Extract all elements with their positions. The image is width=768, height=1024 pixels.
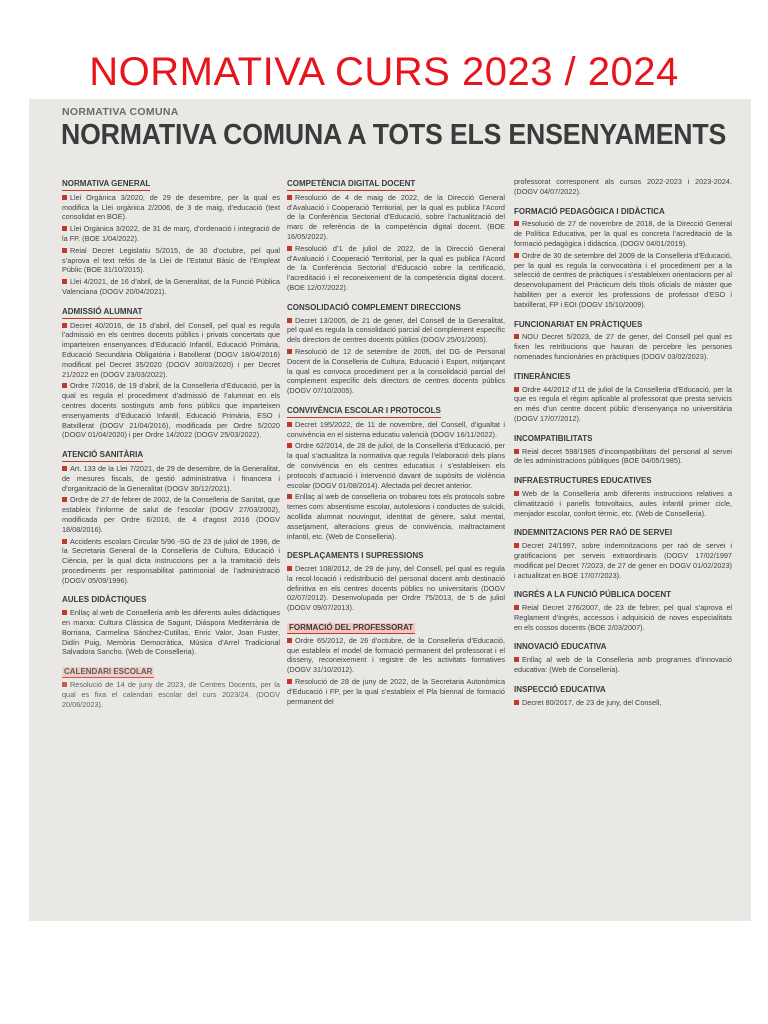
- bullet-icon: [514, 449, 519, 454]
- section-title: FORMACIÓ DEL PROFESSORAT: [289, 623, 414, 633]
- bullet-icon: [62, 539, 67, 544]
- bullet-icon: [62, 226, 67, 231]
- text-column-3: [514, 177, 732, 717]
- section-title: CONVIVÈNCIA ESCOLAR I PROTOCOLS: [287, 406, 441, 418]
- bullet-icon: [287, 246, 292, 251]
- bullet-icon: [62, 279, 67, 284]
- normative-section: [287, 623, 505, 706]
- normative-entry: [514, 219, 732, 248]
- normative-section: [514, 685, 732, 708]
- entry-text: Ordre de 30 de setembre del 2009 de la Conselleria d’Educació, per la qual es regula la convocatòria i el procediment per a la selecció de centres de pràctiques i s’estableixen orientacions per al desenvolupament del Pràcticum dels títols oficials de màster que habiliten per a exercir les professions de professor d’ESO i batxillerat, FP i EOI (DOGV 15/10/2009).: [514, 250, 732, 309]
- document-photo: [29, 99, 751, 921]
- bullet-icon: [287, 494, 292, 499]
- bullet-icon: [514, 387, 519, 392]
- bullet-icon: [62, 248, 67, 253]
- normative-entry: [514, 698, 732, 708]
- entry-text: Decret 195/2022, de 11 de novembre, del Consell, d’igualtat i convivència en el sistema educatiu valencià (DOGV 16/11/2022).: [287, 419, 505, 439]
- entry-text: Decret 40/2016, de 15 d’abril, del Consell, pel qual es regula l’admissió en els centres docents públics i privats concertats que imparteixen ensenyances d’Educació Infantil, Educació Primària, Educació Secundària Obligatòria i Batxillerat (DOGV 18/04/2016) modificat pel Decret 35/2020 (DOGV 30/03/2020) i per Decret 21/2022 en (DOGV 23/03/2022).: [62, 320, 280, 379]
- section-title: ITINERÀNCIES: [514, 371, 571, 381]
- normative-section: [287, 179, 505, 293]
- text-column-1: [62, 179, 280, 719]
- normative-entry: [514, 447, 732, 467]
- section-title: INFRAESTRUCTURES EDUCATIVES: [514, 476, 652, 486]
- normative-section: [62, 179, 280, 297]
- section-title: FUNCIONARIAT EN PRÀCTIQUES: [514, 319, 643, 329]
- entry-text: Decret 24/1997, sobre indemnitzacions per raó de servei i gratificacions per serveis extraordinaris (DOGV 17/02/1997 modificat pel Decret 7/2023, de 27 de gener en DOGV 01/02/2023) i actualitzat en BOE 17/07/2023).: [514, 541, 732, 580]
- section-title: INDEMNITZACIONS PER RAÓ DE SERVEI: [514, 528, 673, 538]
- entry-text: Reial Decret 276/2007, de 23 de febrer, pel qual s’aprova el Reglament d’ingrés, accessos i adquisició de noves especialitats en els cossos docents (BOE 2/03/2007).: [514, 603, 732, 632]
- normative-section: [514, 642, 732, 674]
- normative-entry: [62, 680, 280, 709]
- entry-text: Reial Decret Legislatiu 5/2015, de 30 d’octubre, pel qual s’aprova el text refós de la Llei de l’Estatut Bàsic de l’Empleat Públic (BOE 31/10/2015).: [62, 245, 280, 275]
- bullet-icon: [514, 221, 519, 226]
- normative-section: [514, 590, 732, 632]
- normative-section: [514, 528, 732, 580]
- normative-entry: [287, 636, 505, 675]
- section-title: DESPLAÇAMENTS I SUPRESSIONS: [287, 551, 424, 561]
- section-title: COMPETÈNCIA DIGITAL DOCENT: [287, 179, 415, 191]
- entry-text: Ordre 7/2016, de 19 d’abril, de la Conselleria d’Educació, per la qual es regula el procediment d’admissió de l’alumnat en els centres docents sostinguts amb fons públics que imparteixen ensenyaments d’Educació Infantil, Educació Primària, ESO i Batxillerat (DOGV 21/04/2016), modificada per Ordre 5/2020 (DOGV 01/04/2020) i per Ordre 14/2022 (DOGV 25/03/2022).: [62, 381, 280, 440]
- normative-entry: [287, 347, 505, 396]
- bullet-icon: [62, 466, 67, 471]
- normative-section: [62, 595, 280, 657]
- normative-entry: [62, 224, 280, 244]
- bullet-icon: [287, 318, 292, 323]
- bullet-icon: [514, 491, 519, 496]
- normative-entry: [62, 381, 280, 440]
- bullet-icon: [287, 566, 292, 571]
- bullet-icon: [287, 443, 292, 448]
- section-title: INSPECCIÓ EDUCATIVA: [514, 684, 606, 694]
- normative-entry: [287, 193, 505, 242]
- normative-entry: [287, 244, 505, 293]
- normative-entry: [514, 541, 732, 580]
- entry-text: Ordre de 27 de febrer de 2002, de la Conselleria de Sanitat, que estableix l’informe de salut de l’escolar (DOGV 27/03/2002), modificada per Ordre 6/2016, de 4 d’agost 2016 (DOGV 18/08/2016).: [62, 495, 280, 534]
- entry-text: Enllaç al web de la Conselleria amb programes d’innovació educativa: (Web de Conselleria).: [514, 655, 732, 675]
- normative-entry: [514, 603, 732, 632]
- bullet-icon: [514, 334, 519, 339]
- normative-section: [514, 434, 732, 466]
- section-title: NORMATIVA GENERAL: [62, 179, 150, 191]
- normative-entry: [62, 537, 280, 586]
- entry-text: Resolució de 12 de setembre de 2005, del DG de Personal Docent de la Conselleria de Cultura, Educació i Esport, mitjançant la qual es convoca procediment per a la consolidació parcial del complement específic dels directors de centres docents públics (DOGV 07/10/2005).: [287, 346, 505, 396]
- normative-section: [287, 551, 505, 613]
- entry-text: Enllaç al web de conselleria on trobareu tots els protocols sobre temes com: absentisme escolar, autolesions i conductes de suïcidi, acollida alumnat nouvingut, identitat de gènere, salut mental, assetjament, alteracions greus de convivència, maltractament infantil, etc. (Web de Conselleria).: [287, 492, 505, 541]
- entry-text: Resolució de 27 de novembre de 2018, de la Direcció General de Política Educativa, per la qual es concreta l’acreditació de la formació pedagògica i didàctica. (DOGV 04/01/2019).: [514, 219, 732, 248]
- entry-text: Decret 13/2005, de 21 de gener, del Consell de la Generalitat, pel qual es regula la consolidació parcial del complement específic dels directors de centres docents públics (DOGV 25/01/2005).: [287, 315, 505, 345]
- normative-entry: [287, 677, 505, 706]
- entry-text: Ordre 62/2014, de 28 de juliol, de la Conselleria d’Educació, per la qual s’actualitza la normativa que regula l’elaboració dels plans de convivència en els centres educatius i s’estableixen els protocols d’actuació i intervenció davant de supòsits de violència escolar (DOGV 01/08/2014). Afectada pel decret anterior.: [287, 441, 505, 490]
- entry-text: Resolució de 14 de juny de 2023, de Centres Docents, per la qual es fixa el calendari escolar del curs 2023/24. (DOGV 20/06/2023).: [62, 680, 280, 709]
- entry-text: professorat corresponent als cursos 2022-2023 i 2023-2024. (DOGV 04/07/2022).: [514, 177, 732, 196]
- normative-section: [287, 406, 505, 541]
- section-title: ATENCIÓ SANITÀRIA: [62, 450, 143, 462]
- normative-entry: [514, 251, 732, 310]
- bullet-icon: [62, 610, 67, 615]
- normative-section: [514, 372, 732, 424]
- normative-entry: [62, 246, 280, 275]
- normative-entry: [62, 608, 280, 657]
- normative-section: [514, 207, 732, 310]
- entry-text: Reial decret 598/1985 d’incompatibilitats del personal al servei de les administracions públiques (BOE 04/05/1985).: [514, 446, 732, 466]
- normative-section: [514, 177, 732, 197]
- normative-entry: [62, 464, 280, 493]
- section-kicker: NORMATIVA COMUNA: [62, 106, 179, 118]
- normative-entry: [514, 177, 732, 197]
- section-title: INCOMPATIBILITATS: [514, 433, 593, 443]
- entry-text: Web de la Conselleria amb diferents instruccions relatives a climatització i panells fotovoltaics, aules infantil primer cicle, menjador escolar, confort tèrmic, etc. (Web de Conselleria).: [514, 488, 732, 518]
- entry-text: Art. 133 de la Llei 7/2021, de 29 de desembre, de la Generalitat, de mesures fiscals, de gestió administrativa i financera i d’organització de la Generalitat (DOGV 30/12/2021).: [62, 463, 280, 493]
- normative-entry: [62, 277, 280, 297]
- bullet-icon: [514, 657, 519, 662]
- bullet-icon: [514, 700, 519, 705]
- entry-text: Resolució de 4 de maig de 2022, de la Direcció General d’Avaluació i Cooperació Territorial, per la qual es publica l’Acord de la Conferència Sectorial d’Educació, sobre l’actualització del marc de referència de la competència digital docent. (BOE 16/05/2022).: [287, 192, 505, 241]
- normative-section: [514, 320, 732, 362]
- normative-entry: [287, 564, 505, 613]
- entry-text: Ordre 65/2012, de 26 d’octubre, de la Conselleria d’Educació, que estableix el model de formació permanent del professorat i el disseny, reconeixement i registre de les activitats formatives (DOGV 31/10/2012).: [287, 635, 505, 675]
- entry-text: Llei 4/2021, de 16 d’abril, de la Generalitat, de la Funció Pública Valenciana (DOGV 20/04/2021).: [62, 277, 280, 296]
- section-title: CALENDARI ESCOLAR: [64, 667, 153, 677]
- entry-text: Accidents escolars Circular 5/96 -SG de 23 de juliol de 1996, de la Secretaria General de la Conselleria de Cultura, Educació i Ciència, per la qual dicta instruccions per a la tramitació dels procediments per responsabilitat patrimonial de l’administració (DOGV 05/09/1996).: [62, 536, 280, 585]
- entry-text: Resolució de 28 de juny de 2022, de la Secretaria Autonòmica d’Educació i FP, per la qual s’estableix el Pla biennal de formació permanent del: [287, 677, 505, 706]
- page-title: NORMATIVA CURS 2023 / 2024: [89, 50, 679, 94]
- text-column-2: [287, 179, 505, 716]
- normative-entry: [287, 316, 505, 345]
- normative-entry: [287, 420, 505, 440]
- bullet-icon: [514, 253, 519, 258]
- entry-text: Ordre 44/2012 d’11 de juliol de la Conselleria d’Educació, per la que es regula el règim aplicable al professorat que presta servicis en més d’un centre docent públic d’ensenyança no universitària (DOGV 17/07/2012).: [514, 384, 732, 423]
- bullet-icon: [287, 349, 292, 354]
- normative-entry: [514, 385, 732, 424]
- normative-section: [287, 303, 505, 396]
- normative-entry: [287, 492, 505, 541]
- normative-section: [62, 667, 280, 709]
- bullet-icon: [287, 422, 292, 427]
- normative-section: [62, 450, 280, 585]
- section-title: CONSOLIDACIÓ COMPLEMENT DIRECCIONS: [287, 302, 461, 312]
- section-title: ADMISSIÓ ALUMNAT: [62, 307, 142, 319]
- section-title: INGRÉS A LA FUNCIÓ PÚBLICA DOCENT: [514, 590, 672, 600]
- normative-entry: [514, 489, 732, 518]
- normative-entry: [62, 321, 280, 380]
- bullet-icon: [62, 195, 67, 200]
- normative-section: [62, 307, 280, 440]
- normative-entry: [62, 193, 280, 222]
- normative-section: [514, 476, 732, 518]
- bullet-icon: [62, 497, 67, 502]
- bullet-icon: [514, 605, 519, 610]
- bullet-icon: [514, 543, 519, 548]
- entry-text: Resolució d’1 de juliol de 2022, de la Direcció General d’Avaluació i Cooperació Territorial, per la qual es publica l’Acord de la Conferència Sectorial d’Educació sobre la certificació, l’acreditació i el reconeixement de la competència digital docent. (BOE 12/07/2022).: [287, 243, 505, 292]
- section-title: AULES DIDÀCTIQUES: [62, 595, 147, 605]
- normative-entry: [514, 655, 732, 675]
- document-heading: NORMATIVA COMUNA A TOTS ELS ENSENYAMENTS: [61, 119, 727, 151]
- entry-text: Llei Orgànica 3/2022, de 31 de març, d’ordenació i integració de la FP. (BOE 1/04/2022).: [62, 224, 280, 243]
- entry-text: NOU Decret 5/2023, de 27 de gener, del Consell pel qual es fixen les retribucions que hauran de percebre les persones nomenades funcionàries en pràctiques (DOGV 03/02/2023).: [514, 332, 732, 361]
- bullet-icon: [287, 679, 292, 684]
- bullet-icon: [62, 323, 67, 328]
- entry-text: Decret 80/2017, de 23 de juny, del Consell,: [522, 697, 662, 707]
- bullet-icon: [287, 195, 292, 200]
- bullet-icon: [62, 682, 67, 687]
- bullet-icon: [287, 638, 292, 643]
- entry-text: Decret 108/2012, de 29 de juny, del Consell, pel qual es regula la recol·locació i redistribució del personal docent amb destinació definitiva en els centres docents públics no universitaris (DOGV 02/07/2012). Desenvolupada per Ordre 75/2013, de 5 de juliol (DOGV 09/07/2013).: [287, 564, 505, 613]
- bullet-icon: [62, 383, 67, 388]
- normative-entry: [287, 441, 505, 490]
- normative-entry: [62, 495, 280, 534]
- normative-entry: [514, 332, 732, 361]
- entry-text: Enllaç al web de Conselleria amb les diferents aules didàctiques en marxa: Cultura Clàssica de Sagunt, Diàspora Mediterrània de Borriana, Carmelina Sánchez-Cutillas, Enric Valor, Joan Fuster, Didín Puig, Memòria Democràtica, Música d’Arrel Tradicional Salvadora Sancho. (Web de Conselleria).: [62, 608, 280, 657]
- section-title: INNOVACIÓ EDUCATIVA: [514, 642, 607, 652]
- section-title: FORMACIÓ PEDAGÒGICA I DIDÀCTICA: [514, 206, 665, 216]
- entry-text: Llei Orgànica 3/2020, de 29 de desembre, per la qual es modifica la Llei orgànica 2/2006, de 3 de maig, d’educació (text consolidat en BOE).: [62, 192, 280, 222]
